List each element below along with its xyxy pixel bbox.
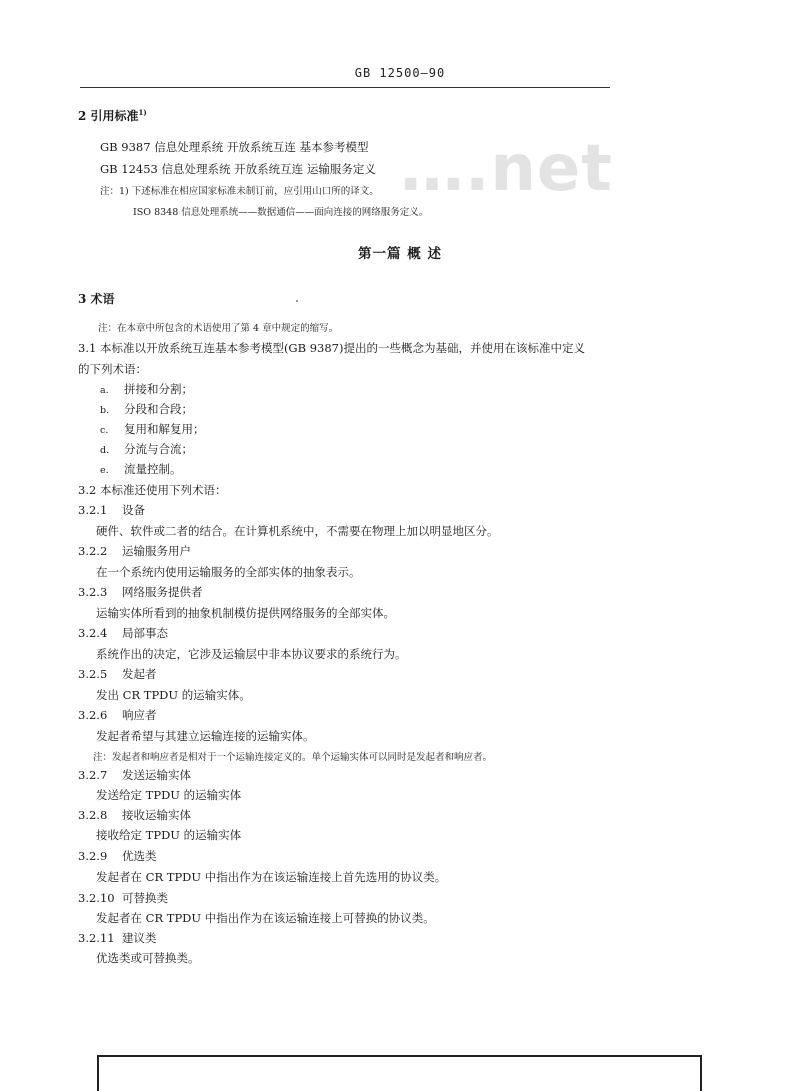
term-name: 发送运输实体 xyxy=(122,768,191,782)
term-heading xyxy=(78,584,203,600)
term-name: 运输服务用户 xyxy=(122,544,191,558)
term-definition: 系统作出的决定，它涉及运输层中非本协议要求的系统行为。 xyxy=(96,647,407,661)
term-name: 接收运输实体 xyxy=(122,808,191,822)
part-title: 第一篇 概 述 xyxy=(358,246,442,262)
reference-gb12453: GB 12453 信息处理系统 开放系统互连 运输服务定义 xyxy=(100,162,376,176)
list-text: 流量控制。 xyxy=(124,462,182,476)
section-2-title xyxy=(78,107,147,124)
list-text: 分流与合流； xyxy=(124,442,193,456)
term-heading xyxy=(78,848,157,864)
term-name: 优选类 xyxy=(122,849,157,863)
list-text: 拼接和分割； xyxy=(124,382,193,396)
term-heading xyxy=(78,707,157,723)
section-3-title: 3 术语 xyxy=(78,292,115,306)
term-number: 3.2.6 xyxy=(78,708,108,722)
term-definition: 运输实体所看到的抽象机制模仿提供网络服务的全部实体。 xyxy=(96,606,395,620)
term-heading xyxy=(78,930,157,946)
term-definition: 发出 CR TPDU 的运输实体。 xyxy=(96,688,251,702)
term-number: 3.2.9 xyxy=(78,849,108,863)
term-name: 设备 xyxy=(122,503,145,517)
footnote-1: 注：1) 下述标准在相应国家标准未制订前，应引用山口所的译文。 xyxy=(100,186,379,197)
list-item xyxy=(100,461,182,477)
page-header: GB 12500—90 xyxy=(354,66,446,80)
term-definition: 发起者希望与其建立运输连接的运输实体。 xyxy=(96,729,315,743)
term-definition: 硬件、软件或二者的结合。在计算机系统中，不需要在物理上加以明显地区分。 xyxy=(96,524,499,538)
term-name: 发起者 xyxy=(122,667,157,681)
term-heading xyxy=(78,502,145,518)
header-rule xyxy=(80,87,610,88)
section-3-note: 注：在本章中所包含的术语使用了第 4 章中规定的缩写。 xyxy=(98,323,339,334)
clause-3-2: 3.2 本标准还使用下列术语： xyxy=(78,483,227,497)
list-item xyxy=(100,381,193,397)
term-number: 3.2.4 xyxy=(78,626,108,640)
list-marker: e. xyxy=(100,465,109,476)
term-definition: 接收给定 TPDU 的运输实体 xyxy=(96,828,242,842)
term-heading xyxy=(78,767,191,783)
term-definition: 优选类或可替换类。 xyxy=(96,951,200,965)
term-name: 可替换类 xyxy=(122,891,168,905)
term-heading xyxy=(78,890,168,906)
term-name: 响应者 xyxy=(122,708,157,722)
section-2-title-text: 2 引用标准 xyxy=(78,109,139,123)
term-heading xyxy=(78,625,168,641)
term-number: 3.2.3 xyxy=(78,585,108,599)
list-marker: c. xyxy=(100,425,109,436)
footnote-iso8348: ISO 8348 信息处理系统——数据通信——面向连接的网络服务定义。 xyxy=(133,207,429,218)
term-number: 3.2.5 xyxy=(78,667,108,681)
term-number: 3.2.11 xyxy=(78,931,115,945)
bottom-frame xyxy=(97,1055,702,1091)
list-marker: d. xyxy=(100,445,110,456)
term-number: 3.2.8 xyxy=(78,808,108,822)
reference-gb9387: GB 9387 信息处理系统 开放系统互连 基本参考模型 xyxy=(100,140,369,154)
term-heading xyxy=(78,807,191,823)
term-number: 3.2.10 xyxy=(78,891,115,905)
term-name: 网络服务提供者 xyxy=(122,585,203,599)
term-heading xyxy=(78,666,157,682)
term-definition: 发起者在 CR TPDU 中指出作为在该运输连接上可替换的协议类。 xyxy=(96,911,435,925)
term-number: 3.2.2 xyxy=(78,544,108,558)
clause-3-1-line1: 3.1 本标准以开放系统互连基本参考模型(GB 9387)提出的一些概念为基础，并使用在该标准中定义 xyxy=(78,341,585,355)
list-marker: b. xyxy=(100,405,110,416)
list-item xyxy=(100,401,193,417)
watermark: ….net xyxy=(400,132,613,206)
term-definition: 发起者在 CR TPDU 中指出作为在该运输连接上首先选用的协议类。 xyxy=(96,870,447,884)
list-marker: a. xyxy=(100,385,109,396)
list-item xyxy=(100,421,205,437)
term-name: 建议类 xyxy=(122,931,157,945)
footnote-mark: 1) xyxy=(138,108,147,117)
list-text: 复用和解复用； xyxy=(124,422,205,436)
list-text: 分段和合段； xyxy=(124,402,193,416)
term-number: 3.2.7 xyxy=(78,768,108,782)
list-item xyxy=(100,441,193,457)
term-note: 注：发起者和响应者是相对于一个运输连接定义的。单个运输实体可以同时是发起者和响应者。 xyxy=(93,752,493,763)
term-definition: 在一个系统内使用运输服务的全部实体的抽象表示。 xyxy=(96,565,361,579)
speck xyxy=(296,300,298,302)
term-number: 3.2.1 xyxy=(78,503,108,517)
term-heading xyxy=(78,543,191,559)
clause-3-1-line2: 的下列术语： xyxy=(78,362,147,376)
term-definition: 发送给定 TPDU 的运输实体 xyxy=(96,788,242,802)
term-name: 局部事态 xyxy=(122,626,168,640)
